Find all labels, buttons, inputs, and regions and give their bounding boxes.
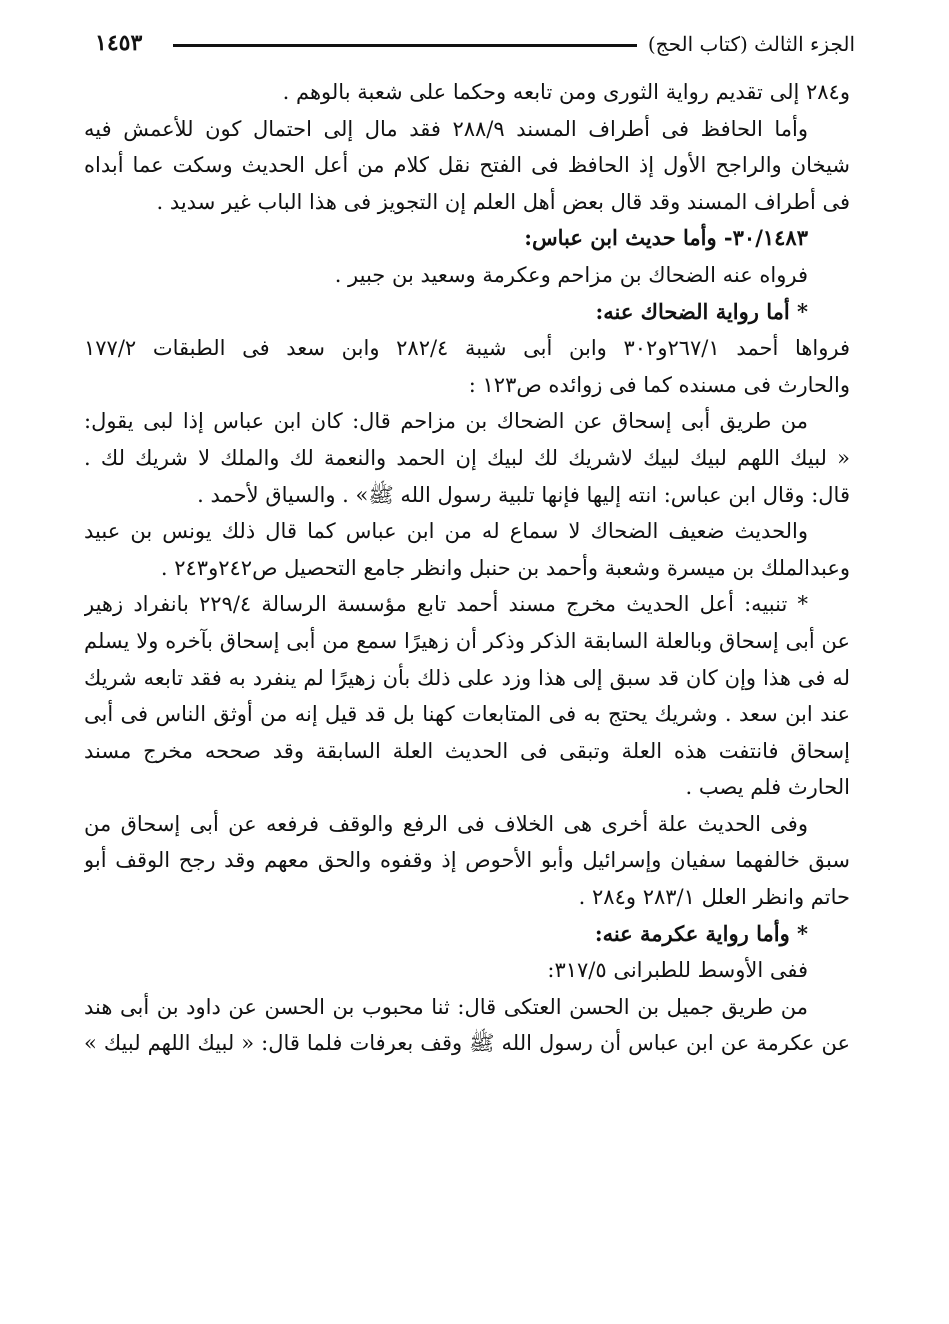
text-line: فى أطراف المسند وقد قال بعض أهل العلم إن التجويز فى هذا الباب غير سديد . — [156, 189, 850, 214]
text-line: عن عكرمة عن ابن عباس أن رسول الله ﷺ وقف بعرفات فلما قال: « لبيك اللهم لبيك » — [84, 1031, 850, 1056]
text-line: عند ابن سعد . وشريك يحتج به فى المتابعات كهنا بل قد قيل إنه من أوثق الناس فى أبى — [84, 702, 850, 727]
text-line: الحارث فلم يصب . — [685, 775, 850, 800]
text-line: ففى الأوسط للطبرانى ٣١٧/٥: — [547, 958, 808, 983]
text-line: والحارث فى مسنده كما فى زوائده ص١٢٣ : — [468, 372, 850, 397]
text-line: قال: وقال ابن عباس: انته إليها فإنها تلبية رسول الله ﷺ» . والسياق لأحمد . — [197, 482, 850, 507]
text-line: شيخان والراجح الأول إذ الحافظ فى الفتح نقل كلام من أعل الحديث وسكت عما أبداه — [84, 153, 850, 178]
text-line: له فى هذا وإن كان قد سبق إلى هذا وزد على ذلك بأن زهيرًا لم ينفرد به فقد تابعه شريك — [84, 665, 850, 690]
page-number: ١٤٥٣ — [95, 30, 143, 56]
note-first-line: * تنبيه: أعل الحديث مخرج مسند أحمد تابع مؤسسة الرسالة ٢٢٩/٤ بانفراد زهير — [84, 592, 808, 617]
paragraph-first-line: والحديث ضعيف الضحاك لا سماع له من ابن عباس كما قال ذلك يونس بن عبيد — [84, 519, 808, 544]
paragraph-first-line: وأما الحافظ فى أطراف المسند ٢٨٨/٩ فقد مال إلى احتمال كون للأعمش فيه — [84, 116, 808, 141]
paragraph-first-line: وفى الحديث علة أخرى هى الخلاف فى الرفع والوقف فرفعه عن أبى إسحاق من — [84, 811, 808, 836]
page-header — [95, 28, 855, 64]
text-line: وعبدالملك بن ميسرة وشعبة وأحمد بن حنبل وانظر جامع التحصيل ص٢٤٢و٢٤٣ . — [160, 555, 850, 580]
text-line: سبق خالفهما سفيان وإسرائيل وأبو الأحوص إذ وقفوه والحق معهم وقد رجح الوقف أبو — [84, 848, 850, 873]
paragraph-first-line: من طريق أبى إسحاق عن الضحاك بن مزاحم قال: كان ابن عباس إذا لبى يقول: — [84, 409, 808, 434]
running-title: الجزء الثالث (كتاب الحج) — [647, 32, 855, 56]
text-line: عن أبى إسحاق وبالعلة السابقة الذكر وذكر أن زهيرًا سمع من أبى إسحاق بآخره ولا يسلم — [84, 628, 850, 653]
subsection-heading: * أما رواية الضحاك عنه: — [595, 298, 808, 324]
text-line: إسحاق فانتفت هذه العلة وتبقى فى الحديث العلة السابقة وقد صححه مخرج مسند — [84, 738, 850, 763]
text-line: و٢٨٤ إلى تقديم رواية الثورى ومن تابعه وحكما على شعبة بالوهم . — [282, 80, 850, 104]
header-rule — [173, 44, 637, 47]
paragraph-first-line: فرواه عنه الضحاك بن مزاحم وعكرمة وسعيد بن جبير . — [334, 262, 808, 287]
paragraph-first-line: فرواها أحمد ٢٦٧/١و٣٠٢ وابن أبى شيبة ٢٨٢/٤ وابن سعد فى الطبقات ١٧٧/٢ — [84, 336, 850, 361]
text-line: حاتم وانظر العلل ٢٨٣/١ و٢٨٤ . — [578, 885, 850, 910]
section-heading: ٣٠/١٤٨٣- وأما حديث ابن عباس: — [524, 225, 808, 251]
body-text — [84, 74, 850, 1062]
paragraph-first-line: من طريق جميل بن الحسن العتكى قال: ثنا محبوب بن الحسن عن داود بن أبى هند — [84, 994, 808, 1019]
subsection-heading: * وأما رواية عكرمة عنه: — [594, 920, 808, 946]
text-line: « لبيك اللهم لبيك لبيك لاشريك لك لبيك إن الحمد والنعمة لك والملك لا شريك لك . — [84, 445, 850, 470]
